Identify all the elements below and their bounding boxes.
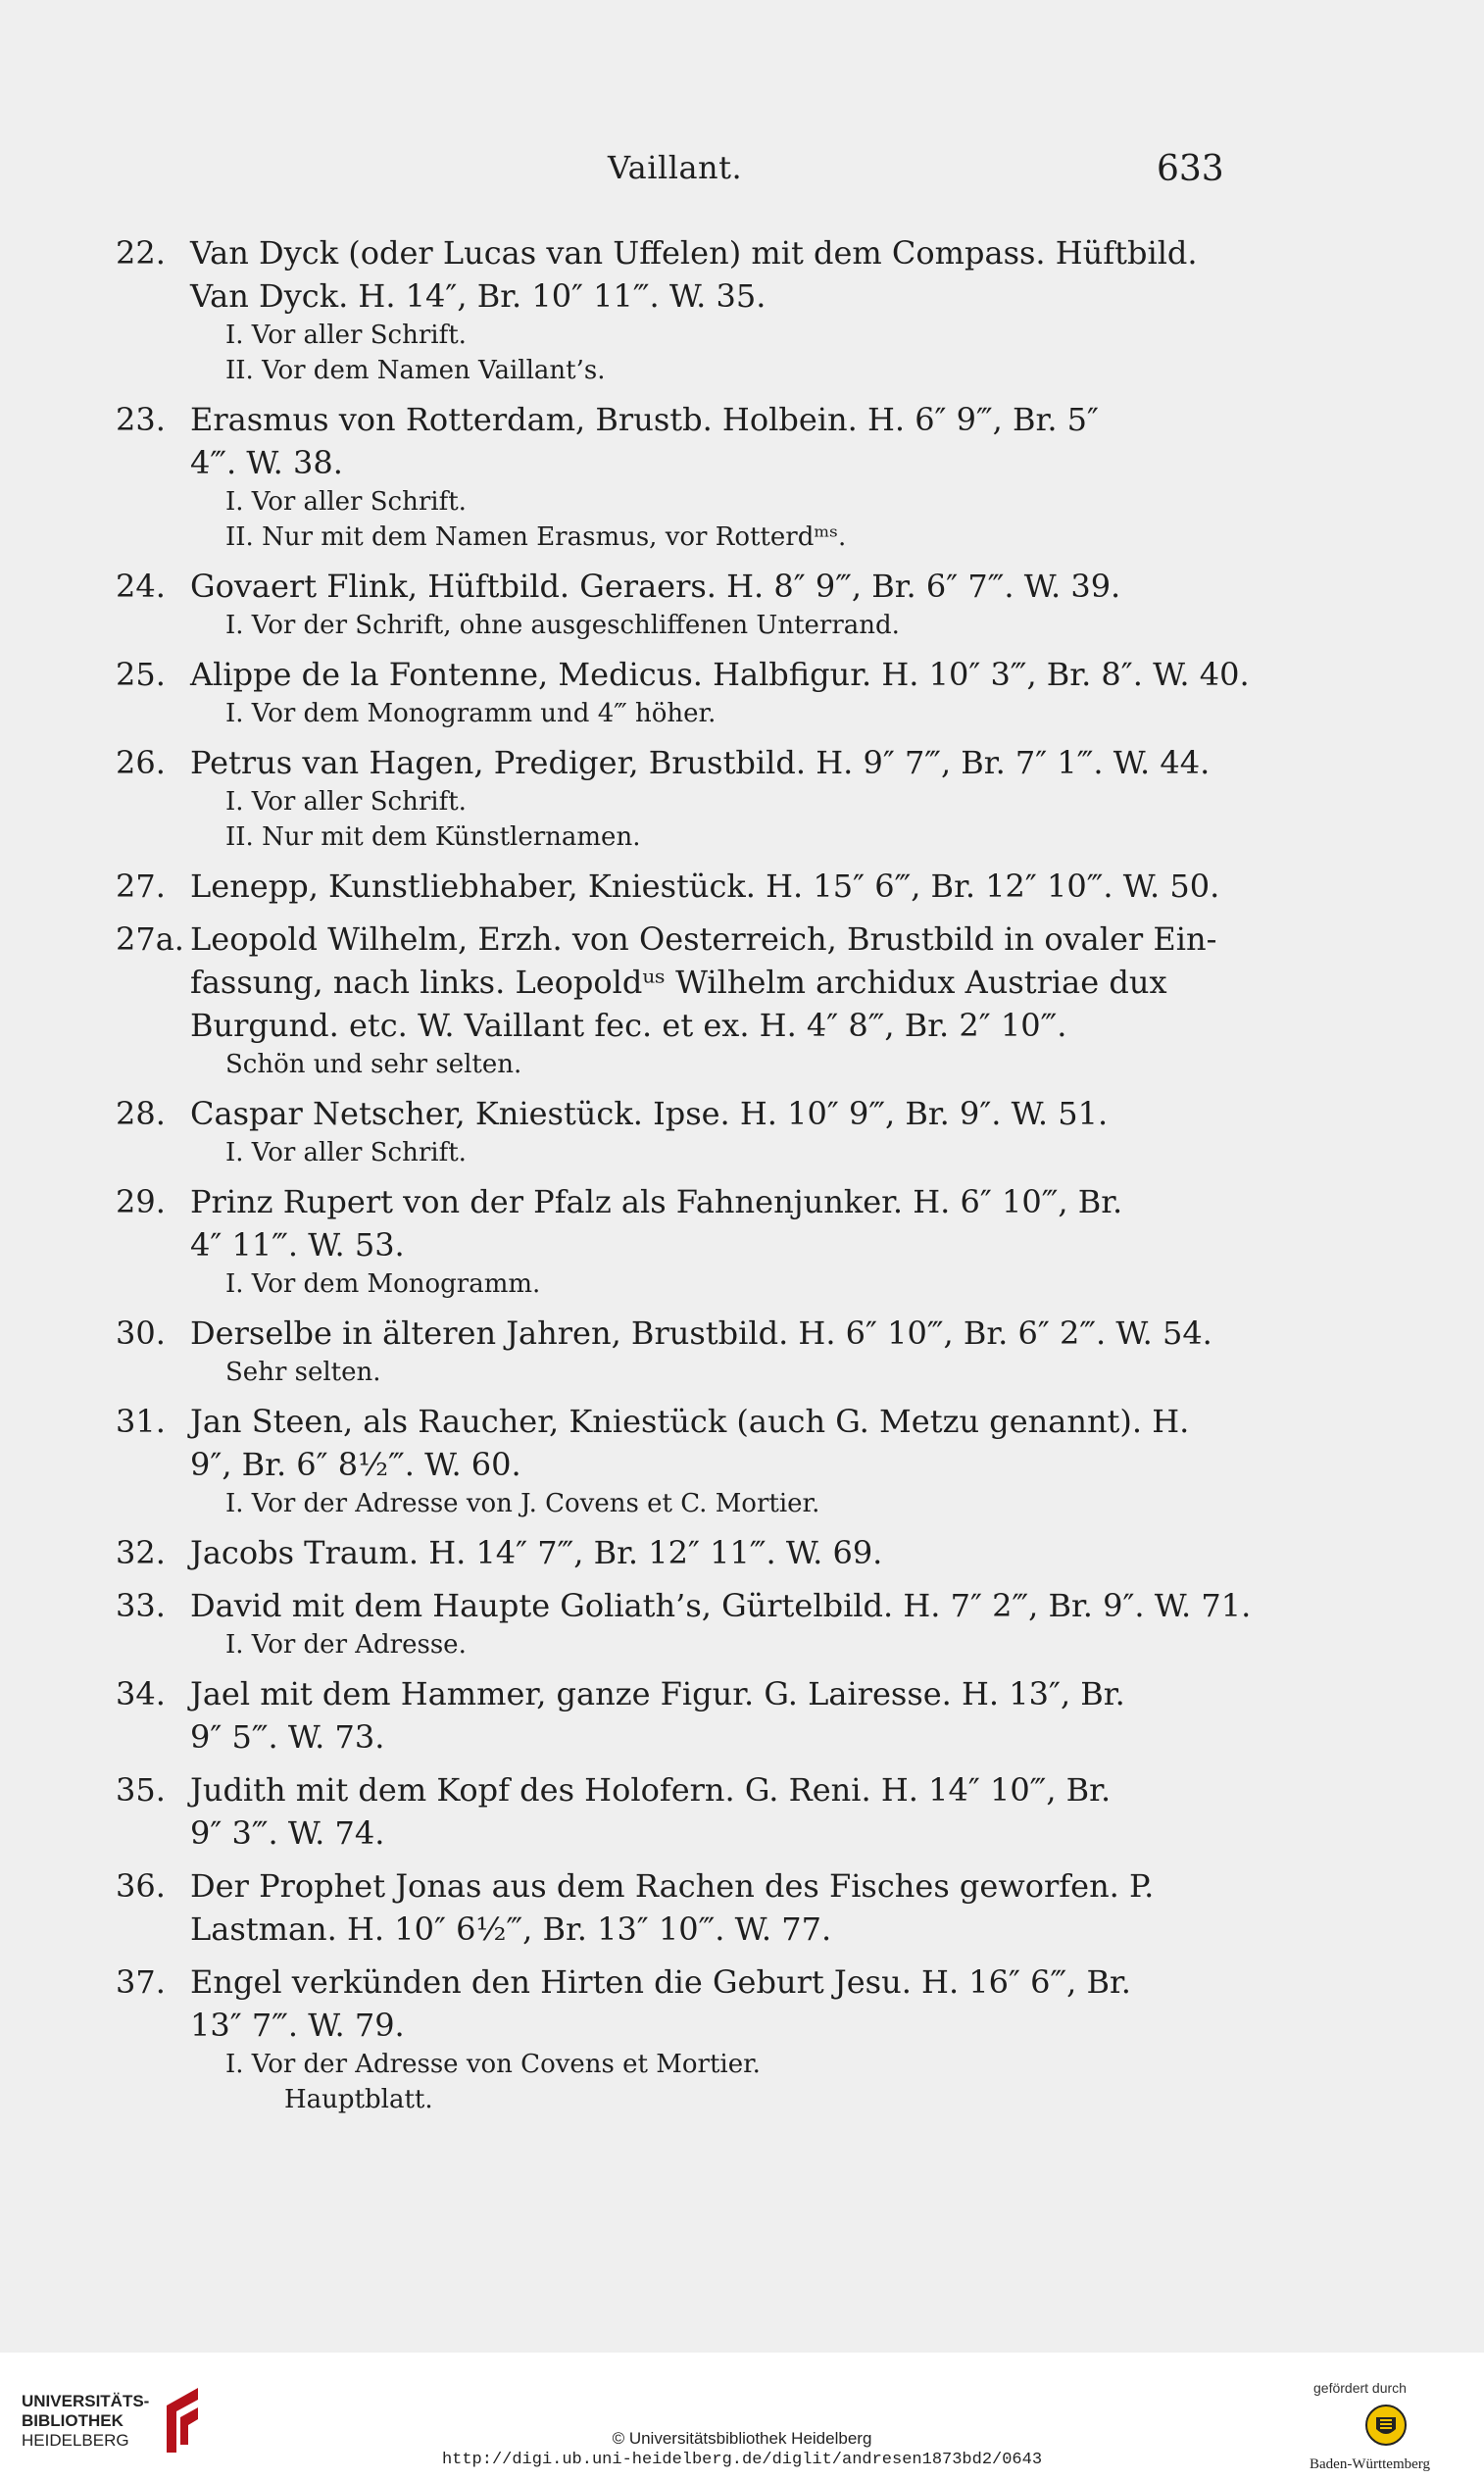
entry-number: 29.	[116, 1183, 166, 1220]
entry-state: I. Vor der Adresse von J. Covens et C. Mortier.	[225, 1489, 820, 1518]
catalogue-entry	[116, 1768, 1223, 1855]
catalogue-entry	[116, 231, 1223, 388]
entry-text-line: Prinz Rupert von der Pfalz als Fahnenjunker. H. 6″ 10‴, Br.	[190, 1183, 1123, 1220]
funder-name: Baden-Württemberg	[1310, 2456, 1431, 2472]
entry-text-line: Govaert Flink, Hüftbild. Geraers. H. 8″ 9‴, Br. 6″ 7‴. W. 39.	[190, 568, 1121, 605]
funded-by-label: gefördert durch	[1313, 2380, 1407, 2396]
page-number: 633	[1157, 149, 1224, 189]
catalogue-entry	[116, 1400, 1223, 1521]
entry-text-line: 13″ 7‴. W. 79.	[190, 2007, 405, 2044]
catalogue-entries	[116, 231, 1252, 2127]
library-name-line2: BIBLIOTHEK	[22, 2411, 124, 2430]
header-title: Vaillant.	[608, 149, 743, 186]
entry-state-note: Hauptblatt.	[284, 2085, 433, 2114]
catalogue-entry	[116, 398, 1223, 555]
catalogue-entry	[116, 1672, 1223, 1759]
entry-text-line: Lastman. H. 10″ 6½‴, Br. 13″ 10‴. W. 77.	[190, 1910, 832, 1948]
catalogue-entry	[116, 1864, 1223, 1951]
catalogue-entry	[116, 653, 1250, 731]
entry-state: I. Vor dem Monogramm und 4‴ höher.	[225, 699, 717, 728]
entry-text-line: Jan Steen, als Raucher, Kniestück (auch G. Metzu genannt). H.	[190, 1403, 1190, 1440]
entry-text-line: Jacobs Traum. H. 14″ 7‴, Br. 12″ 11‴. W. 69.	[190, 1534, 883, 1571]
entry-text-line: Engel verkünden den Hirten die Geburt Jesu. H. 16″ 6‴, Br.	[190, 1963, 1131, 2001]
entry-state: Schön und sehr selten.	[225, 1050, 522, 1079]
entry-text-line: fassung, nach links. Leopoldᵘˢ Wilhelm archidux Austriae dux	[190, 964, 1167, 1001]
entry-state: I. Vor der Adresse.	[225, 1630, 467, 1660]
entry-number: 31.	[116, 1403, 166, 1440]
entry-state: I. Vor der Schrift, ohne ausgeschliffenen Unterrand.	[225, 611, 900, 640]
entry-state: I. Vor aller Schrift.	[225, 321, 467, 350]
entry-number: 22.	[116, 234, 166, 272]
entry-state: I. Vor aller Schrift.	[225, 487, 467, 517]
catalogue-entry	[116, 1960, 1223, 2117]
entry-text-line: Erasmus von Rotterdam, Brustb. Holbein. H. 6″ 9‴, Br. 5″	[190, 401, 1099, 438]
library-name-line3: HEIDELBERG	[22, 2431, 129, 2450]
entry-number: 23.	[116, 401, 166, 438]
entry-state: II. Nur mit dem Namen Erasmus, vor Rotterdᵐˢ.	[225, 522, 847, 552]
catalogue-entry	[116, 918, 1223, 1082]
entry-text-line: Jael mit dem Hammer, ganze Figur. G. Lairesse. H. 13″, Br.	[190, 1675, 1125, 1712]
entry-text-line: Der Prophet Jonas aus dem Rachen des Fisches geworfen. P.	[190, 1867, 1155, 1905]
entry-text-line: 9″ 3‴. W. 74.	[190, 1814, 385, 1852]
catalogue-entry	[116, 1531, 1223, 1574]
entry-text-line: 9″, Br. 6″ 8½‴. W. 60.	[190, 1446, 521, 1483]
source-url[interactable]: http://digi.ub.uni-heidelberg.de/diglit/andresen1873bd2/0643	[441, 2451, 1043, 2469]
catalogue-entry	[116, 865, 1223, 908]
entry-state: Sehr selten.	[225, 1358, 381, 1387]
entry-number: 27a.	[116, 920, 184, 958]
entry-number: 30.	[116, 1314, 166, 1352]
entry-text-line: 4″ 11‴. W. 53.	[190, 1226, 405, 1264]
entry-state: I. Vor der Adresse von Covens et Mortier.	[225, 2050, 761, 2079]
entry-text-line: Lenepp, Kunstliebhaber, Kniestück. H. 15″ 6‴, Br. 12″ 10‴. W. 50.	[190, 868, 1220, 905]
entry-text-line: Van Dyck (oder Lucas van Uffelen) mit dem Compass. Hüftbild.	[190, 234, 1198, 272]
entry-number: 34.	[116, 1675, 166, 1712]
catalogue-entry	[116, 1312, 1223, 1390]
entry-text-line: Caspar Netscher, Kniestück. Ipse. H. 10″ 9‴, Br. 9″. W. 51.	[190, 1095, 1109, 1132]
entry-state: I. Vor dem Monogramm.	[225, 1269, 541, 1299]
running-header	[0, 149, 1484, 198]
entry-state: II. Nur mit dem Künstlernamen.	[225, 822, 641, 852]
catalogue-entry	[116, 1180, 1223, 1302]
library-name-line1: UNIVERSITÄTS-	[22, 2392, 150, 2410]
entry-number: 36.	[116, 1867, 166, 1905]
entry-number: 24.	[116, 568, 166, 605]
entry-text-line: Burgund. etc. W. Vaillant fec. et ex. H. 4″ 8‴, Br. 2″ 10‴.	[190, 1007, 1067, 1044]
catalogue-entry	[116, 1092, 1223, 1170]
entry-number: 32.	[116, 1534, 166, 1571]
entry-number: 37.	[116, 1963, 166, 2001]
entry-text-line: Van Dyck. H. 14″, Br. 10″ 11‴. W. 35.	[190, 277, 767, 315]
catalogue-entry	[116, 1584, 1252, 1662]
entry-text-line: Alippe de la Fontenne, Medicus. Halbfigur. H. 10″ 3‴, Br. 8″. W. 40.	[190, 656, 1250, 693]
coat-of-arms-icon	[1364, 2404, 1408, 2447]
entry-text-line: Judith mit dem Kopf des Holofern. G. Reni. H. 14″ 10‴, Br.	[190, 1771, 1112, 1809]
entry-text-line: Leopold Wilhelm, Erzh. von Oesterreich, Brustbild in ovaler Ein-	[190, 920, 1217, 958]
copyright-notice: © Universitätsbibliothek Heidelberg	[612, 2429, 872, 2448]
entry-text-line: David mit dem Haupte Goliath’s, Gürtelbild. H. 7″ 2‴, Br. 9″. W. 71.	[190, 1587, 1252, 1624]
entry-state: II. Vor dem Namen Vaillant’s.	[225, 356, 606, 385]
entry-state: I. Vor aller Schrift.	[225, 1138, 467, 1167]
entry-number: 35.	[116, 1771, 166, 1809]
entry-number: 28.	[116, 1095, 166, 1132]
entry-number: 26.	[116, 744, 166, 781]
entry-text-line: Petrus van Hagen, Prediger, Brustbild. H. 9″ 7‴, Br. 7″ 1‴. W. 44.	[190, 744, 1211, 781]
catalogue-entry	[116, 741, 1223, 855]
entry-number: 27.	[116, 868, 166, 905]
entry-state: I. Vor aller Schrift.	[225, 787, 467, 817]
entry-text-line: 4‴. W. 38.	[190, 444, 343, 481]
entry-number: 33.	[116, 1587, 166, 1624]
catalogue-entry	[116, 565, 1223, 643]
entry-text-line: 9″ 5‴. W. 73.	[190, 1718, 385, 1756]
entry-number: 25.	[116, 656, 166, 693]
entry-text-line: Derselbe in älteren Jahren, Brustbild. H. 6″ 10‴, Br. 6″ 2‴. W. 54.	[190, 1314, 1212, 1352]
